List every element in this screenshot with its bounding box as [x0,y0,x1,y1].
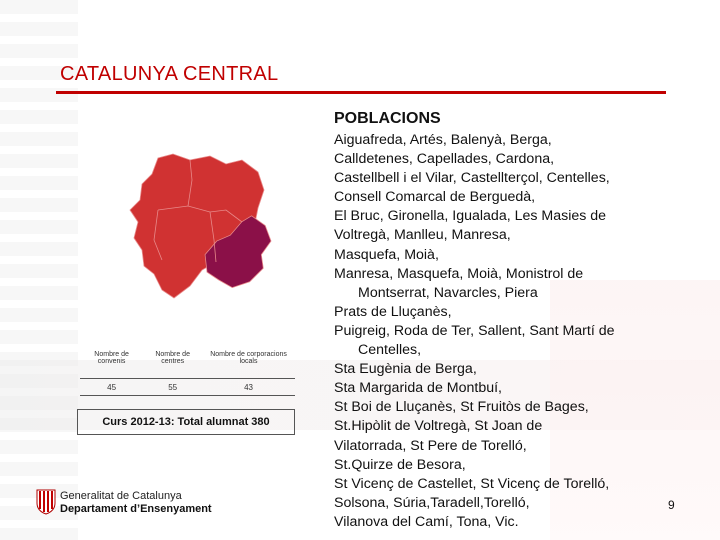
header-centres: Nombre de centres [143,338,202,379]
generalitat-logo-icon [36,489,56,515]
poblacions-line: Aiguafreda, Artés, Balenyà, Berga, [334,132,552,148]
slide-title: CATALUNYA CENTRAL [60,63,279,85]
poblacions-line: Vilatorrada, St Pere de Torelló, [334,437,527,454]
poblacions-heading: POBLACIONS [334,110,441,127]
value-corporacions: 43 [202,379,295,396]
poblacions-line: Masquefa, Moià, [334,246,439,263]
stats-values-row [80,379,295,396]
total-students-box: Curs 2012-13: Total alumnat 380 [77,409,295,435]
poblacions-line: Solsona, Súria,Taradell,Torelló, [334,494,530,511]
poblacions-line: Centelles, [358,342,422,359]
poblacions-line: Voltregà, Manlleu, Manresa, [334,227,511,244]
poblacions-line: Vilanova del Camí, Tona, Vic. [334,513,519,530]
page-number: 9 [668,498,675,512]
org-name-line2: Departament d’Ensenyament [60,503,212,515]
region-map [118,150,278,310]
poblacions-line: Castellbell i el Vilar, Castellterçol, Centelles, [334,170,610,187]
value-convenis: 45 [80,379,143,396]
poblacions-line: St.Hipòlit de Voltregà, St Joan de [334,418,543,435]
poblacions-line: Montserrat, Navarcles, Piera [358,284,538,301]
header-corporacions: Nombre de corporacions locals [202,338,295,379]
poblacions-line: Prats de Lluçanès, [334,303,452,320]
poblacions-line: Sta Eugènia de Berga, [334,361,477,378]
poblacions-line: St.Quirze de Besora, [334,456,466,473]
poblacions-line: Consell Comarcal de Berguedà, [334,189,536,206]
poblacions-line: El Bruc, Gironella, Igualada, Les Masies de [334,208,607,225]
poblacions-line: Manresa, Masquefa, Moià, Monistrol de [334,265,584,282]
poblacions-line: Sta Margarida de Montbuí, [334,380,502,397]
poblacions-line: St Vicenç de Castellet, St Vicenç de Torelló, [334,475,610,492]
header-convenis: Nombre de convenis [80,338,143,379]
poblacions-line: St Boi de Lluçanès, St Fruitòs de Bages, [334,399,589,416]
poblacions-line: Puigreig, Roda de Ter, Sallent, Sant Martí de [334,322,615,339]
stats-header-row [80,338,295,379]
stats-table [80,338,295,396]
poblacions-line: Calldetenes, Capellades, Cardona, [334,151,555,168]
poblacions-list [334,131,669,532]
title-underline [56,91,666,94]
value-centres: 55 [143,379,202,396]
org-name-line1: Generalitat de Catalunya [60,490,182,502]
